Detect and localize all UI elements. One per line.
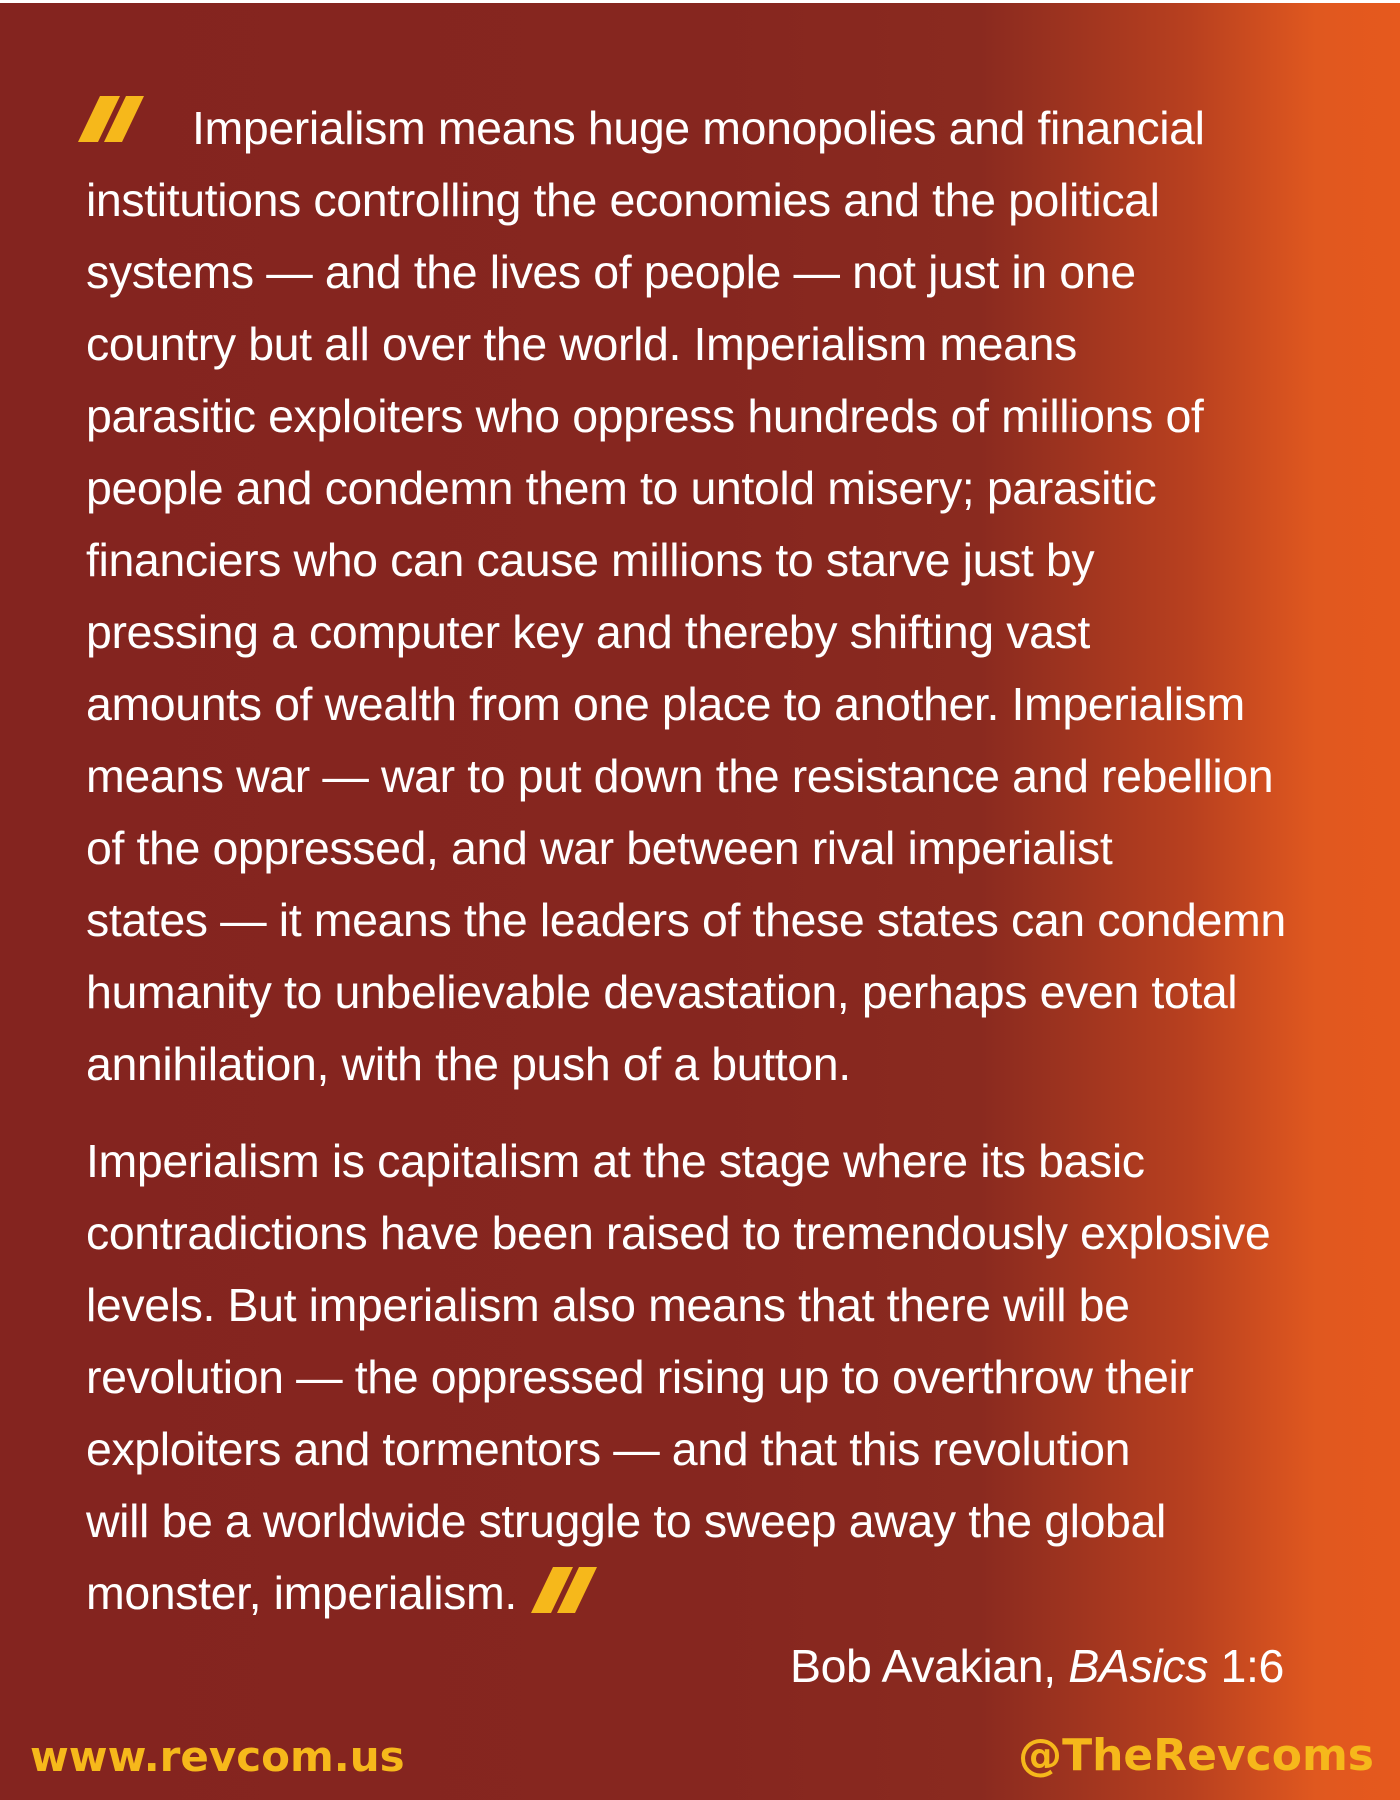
close-quote-mark-icon xyxy=(531,1561,597,1607)
quote-line-text: institutions controlling the economies and the political xyxy=(86,174,1160,226)
quote-line xyxy=(86,1485,1336,1557)
quote-line xyxy=(86,956,1336,1028)
quote-line xyxy=(86,308,1336,380)
quote-line-text: systems — and the lives of people — not just in one xyxy=(86,246,1136,298)
quote-line-text: contradictions have been raised to tremendously explosive xyxy=(86,1207,1271,1259)
attribution-book: BAsics xyxy=(1068,1640,1209,1692)
quote-line xyxy=(86,236,1336,308)
attribution-author: Bob Avakian, xyxy=(789,1640,1056,1692)
quote-line xyxy=(86,1125,1336,1197)
quote-paragraph-2 xyxy=(86,1125,1336,1629)
quote-line-text: means war — war to put down the resistance and rebellion xyxy=(86,750,1274,802)
quote-line-text: exploiters and tormentors — and that this revolution xyxy=(86,1423,1131,1475)
quote-line-text: Imperialism is capitalism at the stage where its basic xyxy=(86,1135,1145,1187)
quote-line xyxy=(86,164,1336,236)
quote-paragraph-1 xyxy=(86,92,1336,1100)
quote-attribution xyxy=(790,1630,1284,1702)
quote-line-text: people and condemn them to untold misery; parasitic xyxy=(86,462,1157,514)
footer-social-handle[interactable]: @TheRevcoms xyxy=(1018,1730,1374,1781)
quote-line-text: humanity to unbelievable devastation, perhaps even total xyxy=(86,966,1238,1018)
quote-line-text: states — it means the leaders of these states can condemn xyxy=(86,894,1286,946)
quote-line xyxy=(86,380,1336,452)
quote-block xyxy=(86,92,1336,1629)
top-border-line xyxy=(0,0,1400,3)
quote-line xyxy=(86,812,1336,884)
quote-line-text: monster, imperialism. xyxy=(86,1567,517,1619)
quote-line xyxy=(86,524,1336,596)
quote-line xyxy=(86,668,1336,740)
quote-line-text: of the oppressed, and war between rival imperialist xyxy=(86,822,1113,874)
quote-line xyxy=(86,1028,1336,1100)
quote-line xyxy=(86,740,1336,812)
quote-line-text: will be a worldwide struggle to sweep away the global xyxy=(86,1495,1166,1547)
quote-line xyxy=(86,1341,1336,1413)
quote-line-text: amounts of wealth from one place to another. Imperialism xyxy=(86,678,1245,730)
quote-line xyxy=(86,1557,1336,1629)
quote-line xyxy=(86,92,1336,164)
quote-line-text: financiers who can cause millions to starve just by xyxy=(86,534,1095,586)
quote-line-text: country but all over the world. Imperialism means xyxy=(86,318,1077,370)
quote-line xyxy=(86,1269,1336,1341)
quote-line-text: revolution — the oppressed rising up to overthrow their xyxy=(86,1351,1194,1403)
footer-website-link[interactable]: www.revcom.us xyxy=(30,1732,405,1781)
quote-line-text: Imperialism means huge monopolies and financial xyxy=(192,102,1205,154)
quote-line xyxy=(86,596,1336,668)
quote-line xyxy=(86,884,1336,956)
quote-line-text: pressing a computer key and thereby shifting vast xyxy=(86,606,1090,658)
quote-line-text: levels. But imperialism also means that there will be xyxy=(86,1279,1130,1331)
quote-line-text: parasitic exploiters who oppress hundreds of millions of xyxy=(86,390,1204,442)
quote-line-text: annihilation, with the push of a button. xyxy=(86,1038,851,1090)
quote-line xyxy=(86,452,1336,524)
attribution-reference: 1:6 xyxy=(1220,1640,1284,1692)
quote-line xyxy=(86,1197,1336,1269)
quote-line xyxy=(86,1413,1336,1485)
